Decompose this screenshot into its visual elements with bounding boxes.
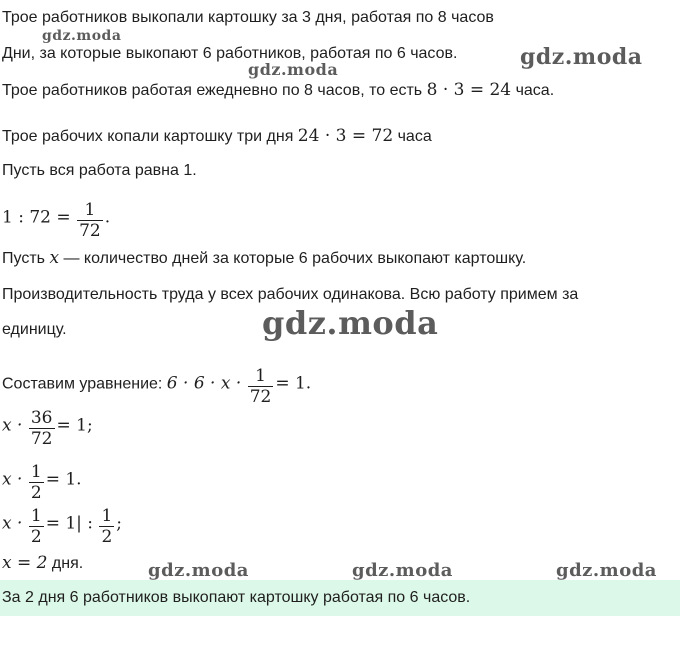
equation-3-fraction-left <box>29 506 44 543</box>
equation-3-tail: ; <box>116 513 123 534</box>
step-7-math: 6 · 6 · x · <box>166 373 242 394</box>
step-2-math: 24 · 3 = 72 <box>297 126 394 146</box>
problem-line-1: Трое работников выкопали картошку за 3 дня, работая по 8 часов <box>2 9 494 26</box>
equation-3-mid: = 1| : <box>45 513 94 534</box>
solution-step-6b: единицу. <box>2 321 67 338</box>
problem-line-2: Дни, за которые выкопают 6 работников, работая по 6 часов. <box>2 45 458 62</box>
step-1-math: 8 · 3 = 24 <box>426 80 512 100</box>
fraction-denominator: 72 <box>79 221 101 237</box>
solution-step-7 <box>2 366 311 403</box>
fraction-numerator: 1 <box>30 462 42 482</box>
fraction-denominator: 72 <box>30 429 53 445</box>
step-7-text: Составим уравнение: <box>2 375 167 393</box>
equation-3 <box>2 506 122 543</box>
step-4-tail: . <box>104 207 111 228</box>
fraction-numerator: 1 <box>248 366 274 387</box>
equation-3-fraction-right <box>99 506 114 543</box>
equation-4-math: x = 2 <box>2 553 48 573</box>
equation-1-fraction <box>29 408 55 445</box>
equation-2-pre: x · <box>2 469 23 490</box>
fraction-numerator: 1 <box>101 506 113 526</box>
equation-3-pre: x · <box>2 513 23 534</box>
watermark-logo: gdz.moda <box>42 28 122 44</box>
solution-step-6a: Производительность труда у всех рабочих одинакова. Всю работу примем за <box>2 286 579 303</box>
equation-1-pre: x · <box>2 415 23 436</box>
equation-2-tail: = 1. <box>45 469 82 490</box>
watermark-logo: gdz.moda <box>248 60 339 79</box>
variable-x: x <box>49 248 60 268</box>
fraction-denominator: 2 <box>30 483 42 499</box>
equation-4-tail: дня. <box>47 555 84 572</box>
solution-step-2 <box>2 126 432 147</box>
watermark-logo: gdz.moda <box>262 304 439 342</box>
step-1-text: Трое работников работая ежедневно по 8 часов, то есть <box>2 82 427 99</box>
equation-1 <box>2 408 93 445</box>
answer-text: За 2 дня 6 работников выкопают картошку работая по 6 часов. <box>2 589 471 606</box>
step-5-text: — количество дней за которые 6 рабочих выкопают картошку. <box>59 250 527 267</box>
fraction-denominator: 2 <box>30 527 42 543</box>
solution-step-1 <box>2 80 554 101</box>
watermark-logo: gdz.moda <box>352 560 453 581</box>
step-5-pre: Пусть <box>2 250 50 267</box>
step-7-fraction <box>248 366 274 403</box>
fraction-numerator: 1 <box>30 506 42 526</box>
fraction-numerator: 36 <box>30 408 53 428</box>
solution-step-3: Пусть вся работа равна 1. <box>2 162 197 179</box>
step-2-tail: часа <box>393 128 432 145</box>
watermark-logo: gdz.moda <box>556 560 657 581</box>
step-4-math: 1 : 72 = <box>2 207 71 228</box>
fraction-numerator: 1 <box>77 200 103 221</box>
step-2-text: Трое рабочих копали картошку три дня <box>2 128 298 145</box>
equation-4 <box>2 553 83 574</box>
fraction-denominator: 72 <box>249 387 272 403</box>
solution-step-5 <box>2 248 526 269</box>
solution-step-4 <box>2 200 110 237</box>
equation-1-tail: = 1; <box>56 415 93 436</box>
equation-2 <box>2 462 82 499</box>
step-4-fraction <box>77 200 103 237</box>
fraction-denominator: 2 <box>101 527 113 543</box>
watermark-logo: gdz.moda <box>520 44 643 70</box>
step-7-tail: = 1. <box>275 373 312 394</box>
watermark-logo: gdz.moda <box>148 560 249 581</box>
equation-2-fraction <box>29 462 44 499</box>
step-1-tail: часа. <box>511 82 555 99</box>
